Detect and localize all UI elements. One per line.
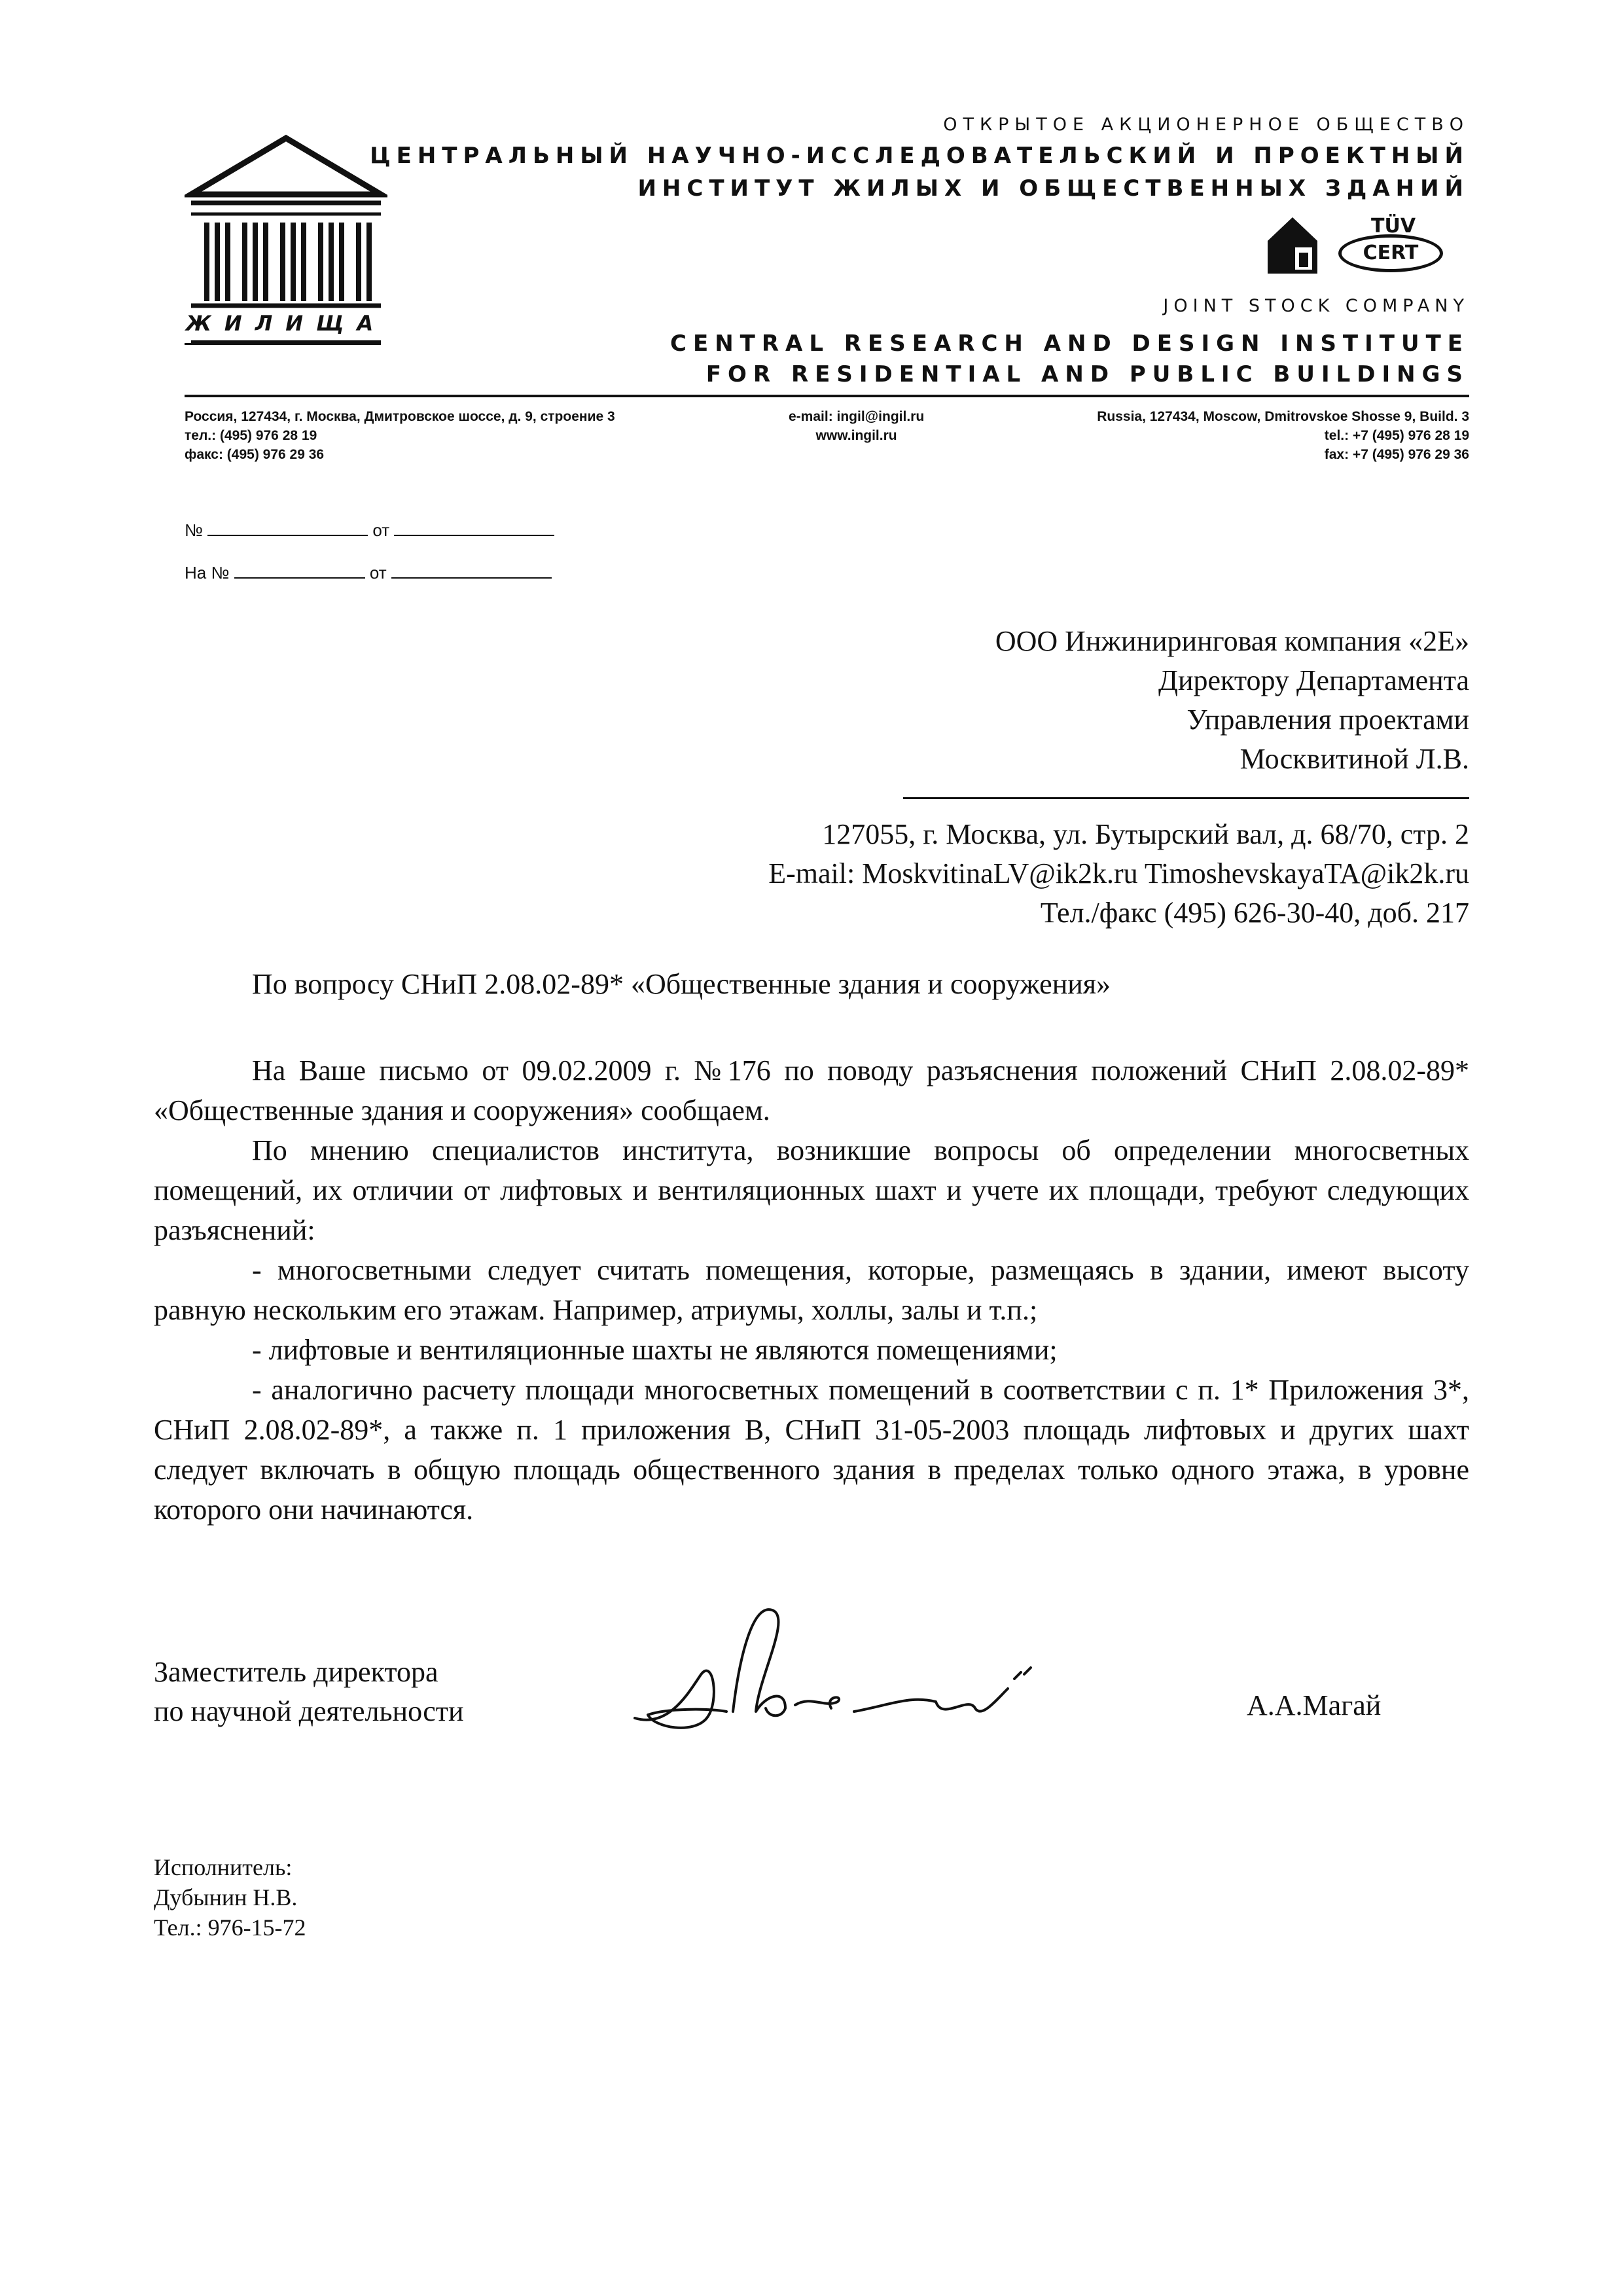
addressee-department: Управления проектами: [1186, 704, 1469, 736]
contacts-ru: [185, 407, 615, 464]
certification-marks: [1266, 215, 1476, 280]
fax-en: fax: +7 (495) 976 29 36: [1324, 447, 1469, 462]
addressee-name: Москвитиной Л.В.: [1240, 743, 1469, 775]
position-line-1: Заместитель директора: [154, 1656, 438, 1688]
addressee-phone: Тел./факс (495) 626-30-40, доб. 217: [1040, 897, 1469, 929]
email-link[interactable]: e-mail: ingil@ingil.ru: [789, 409, 925, 424]
header-divider-left: [185, 343, 381, 345]
tuv-cert-icon: CERT: [1338, 234, 1443, 272]
body-paragraph-4: - лифтовые и вентиляционные шахты не являются помещениями;: [252, 1334, 1058, 1366]
institute-name-ru-line1: ЦЕНТРАЛЬНЫЙ НАУЧНО-ИССЛЕДОВАТЕЛЬСКИЙ И ПРОЕКТНЫЙ: [370, 143, 1469, 169]
contacts-online: [789, 407, 924, 445]
executor-name: Дубынин Н.В.: [154, 1884, 298, 1910]
addressee-position: Директору Департамента: [1158, 664, 1469, 696]
addressee-email[interactable]: E-mail: MoskvitinaLV@ik2k.ru TimoshevskayaTA@ik2k.ru: [768, 857, 1469, 889]
re-number-label: На №: [185, 563, 230, 583]
header-divider: [185, 395, 1469, 397]
contacts-en: [1097, 407, 1469, 464]
body-paragraph-3: - многосветными следует считать помещения, которые, размещаясь в здании, имеют высоту равную нескольким его этажам. Например, атриумы, холлы, залы и т.п.;: [154, 1254, 1469, 1326]
company-type-en: JOINT STOCK COMPANY: [1163, 296, 1469, 316]
letter-subject: По вопросу СНиП 2.08.02-89* «Общественные здания и сооружения»: [252, 968, 1111, 1000]
handwritten-signature-icon: [628, 1597, 1047, 1754]
body-paragraph-2: По мнению специалистов института, возникшие вопросы об определении многосветных помещений, их отличии от лифтовых и вентиляционных шахт и учете их площади, требуют следующих разъяснений:: [154, 1134, 1469, 1246]
phone-ru: тел.: (495) 976 28 19: [185, 428, 317, 443]
tuv-label: TÜV: [1371, 215, 1416, 238]
re-number-blank: [234, 563, 365, 579]
date-blank: [394, 520, 554, 536]
website-link[interactable]: www.ingil.ru: [815, 428, 897, 443]
number-blank: [207, 520, 368, 536]
signatory-position: [154, 1653, 464, 1731]
outgoing-number-field: [185, 520, 554, 541]
body-paragraph-1: На Ваше письмо от 09.02.2009 г. №176 по поводу разъяснения положений СНиП 2.08.02-89* «Общественные здания и сооружения» сообщаем.: [154, 1054, 1469, 1126]
institute-name-ru-line2: ИНСТИТУТ ЖИЛЫХ И ОБЩЕСТВЕННЫХ ЗДАНИЙ: [637, 175, 1469, 202]
addressee-block: [995, 622, 1469, 779]
addressee-address: 127055, г. Москва, ул. Бутырский вал, д. 68/70, стр. 2: [822, 818, 1469, 850]
body-paragraph-5: - аналогично расчету площади многосветных помещений в соответствии с п. 1* Приложения 3*, СНиП 2.08.02-89*, а также п. 1 приложения В, СНиП 31-05-2003 площадь лифтовых и других шахт следует включать в общую площадь общественного здания в пределах только одного этажа, в уровне которого они начинаются.: [154, 1374, 1469, 1526]
company-type-ru: ОТКРЫТОЕ АКЦИОНЕРНОЕ ОБЩЕСТВО: [943, 115, 1469, 135]
address-en: Russia, 127434, Moscow, Dmitrovskoe Shosse 9, Build. 3: [1097, 409, 1469, 424]
addressee-divider: [903, 797, 1469, 799]
addressee-company: ООО Инжиниринговая компания «2Е»: [995, 625, 1469, 657]
logo-subtitle: ЖИЛИЩА: [185, 311, 387, 336]
fax-ru: факс: (495) 976 29 36: [185, 447, 325, 462]
institute-name-en-line2: FOR RESIDENTIAL AND PUBLIC BUILDINGS: [705, 361, 1469, 387]
re-date-label: от: [369, 563, 387, 583]
incoming-number-field: [185, 563, 552, 583]
re-date-blank: [391, 563, 552, 579]
addressee-contacts: [768, 815, 1469, 933]
letter-body: [154, 1050, 1469, 1530]
institute-logo: [185, 134, 387, 350]
address-ru: Россия, 127434, г. Москва, Дмитровское шоссе, д. 9, строение 3: [185, 409, 615, 424]
institute-name-en-line1: CENTRAL RESEARCH AND DESIGN INSTITUTE: [670, 331, 1469, 357]
position-line-2: по научной деятельности: [154, 1695, 464, 1727]
number-label: №: [185, 520, 203, 540]
date-label: от: [372, 520, 390, 540]
executor-phone: Тел.: 976-15-72: [154, 1914, 306, 1941]
house-mark-icon: [1266, 215, 1319, 275]
executor-label: Исполнитель:: [154, 1854, 293, 1880]
executor-block: [154, 1852, 306, 1943]
signatory-name: А.А.Магай: [1247, 1689, 1382, 1721]
phone-en: tel.: +7 (495) 976 28 19: [1324, 428, 1469, 443]
